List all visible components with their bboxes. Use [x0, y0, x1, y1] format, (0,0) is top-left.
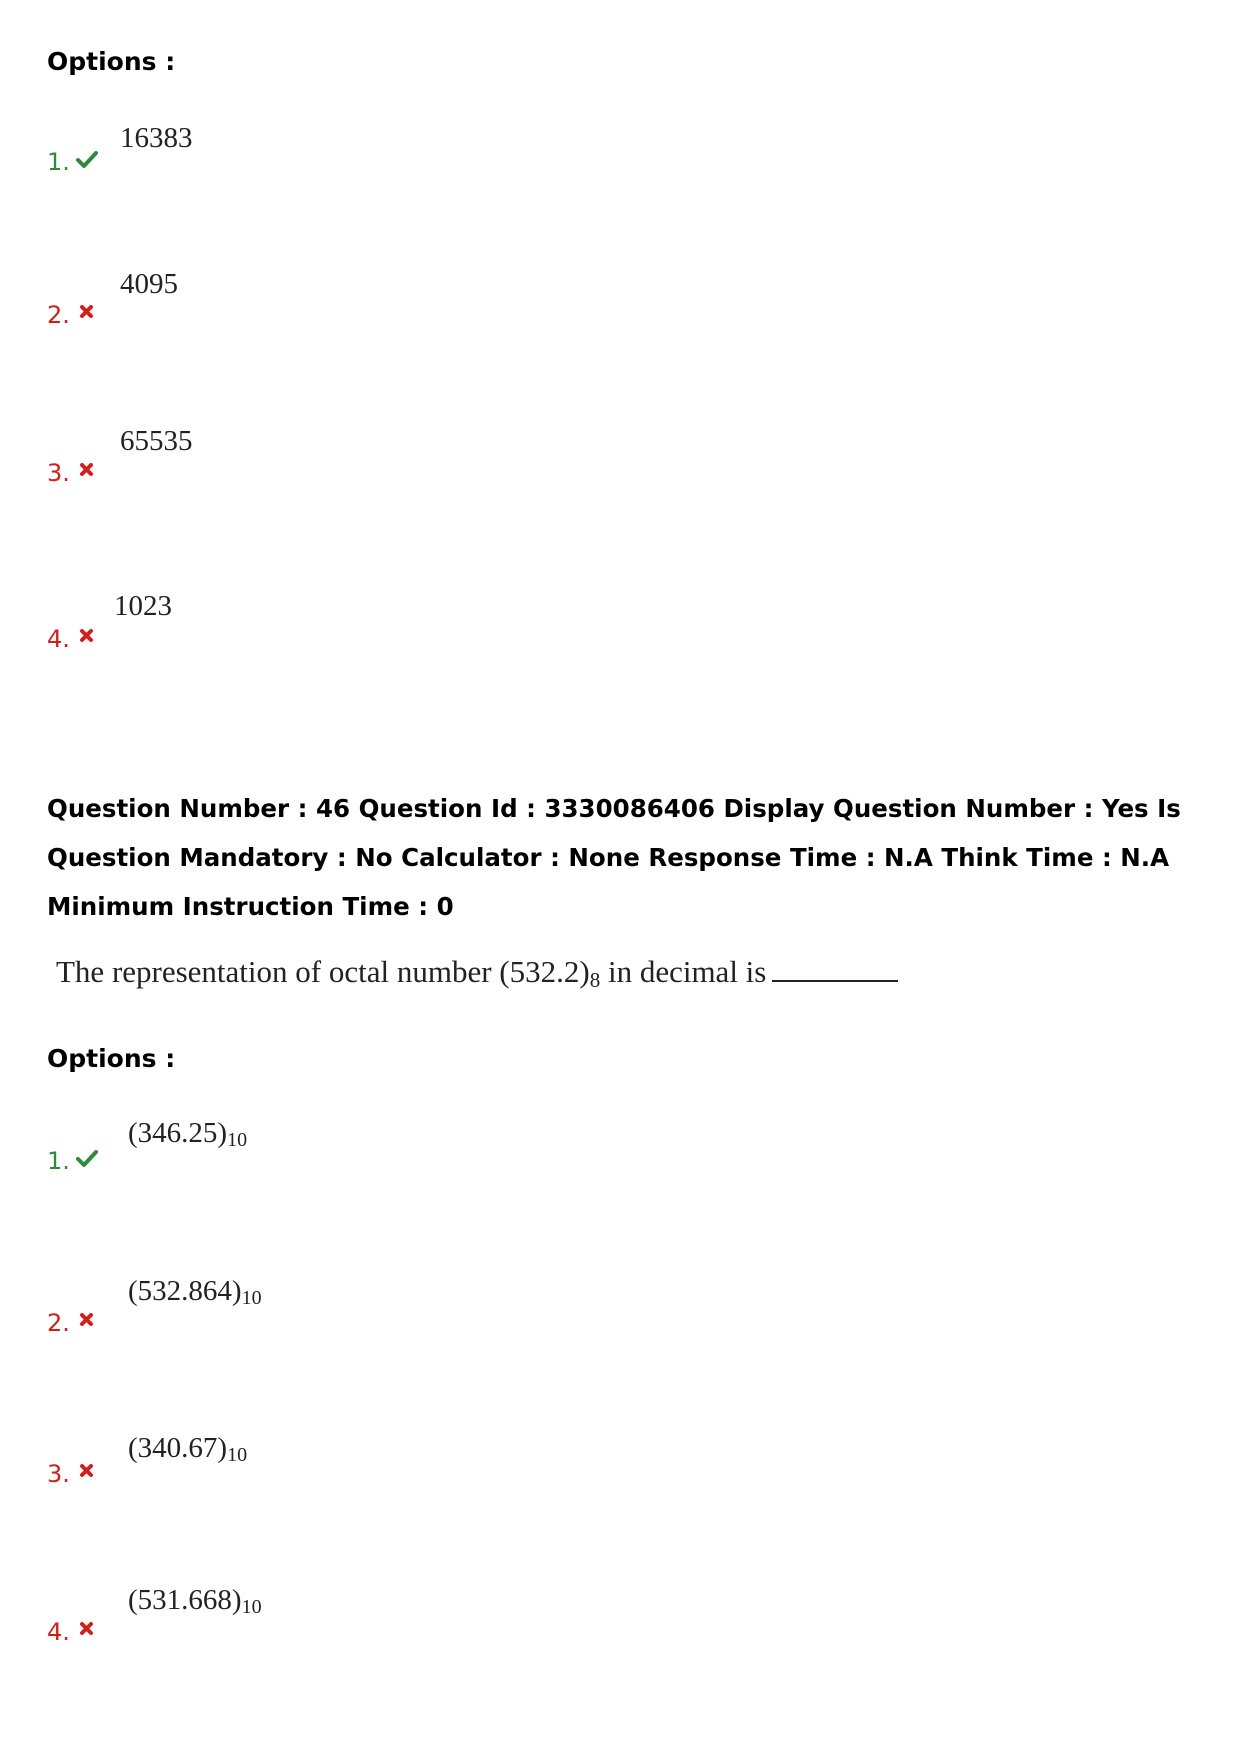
- option-value: [128, 1430, 247, 1466]
- question-text: [56, 952, 898, 992]
- cross-icon: [79, 1621, 94, 1636]
- cross-icon: [79, 1312, 94, 1327]
- option-value-main: (340.67): [128, 1432, 228, 1464]
- option-value: 16383: [120, 122, 193, 154]
- option-number: 1.: [47, 1147, 70, 1175]
- option-value-subscript: 10: [241, 1287, 262, 1309]
- option-value-subscript: 10: [227, 1129, 248, 1151]
- option-number: 3.: [47, 459, 70, 487]
- option-number: 1.: [47, 148, 70, 176]
- option-value: [128, 1273, 262, 1309]
- option-value: [128, 1582, 262, 1618]
- check-icon: [76, 151, 98, 169]
- option-value: 1023: [114, 590, 172, 622]
- option-value-main: (531.668): [128, 1584, 242, 1616]
- option-number: 2.: [47, 301, 70, 329]
- options-heading: Options :: [47, 47, 176, 76]
- cross-icon: [79, 1463, 94, 1478]
- question-text-end: in decimal is: [600, 954, 767, 989]
- cross-icon: [79, 304, 94, 319]
- question-text-main: The representation of octal number (532.2): [56, 954, 590, 989]
- answer-blank: [772, 952, 898, 982]
- option-number: 4.: [47, 1618, 70, 1646]
- option-number: 3.: [47, 1460, 70, 1488]
- option-value: 4095: [120, 268, 178, 300]
- option-value: 65535: [120, 425, 193, 457]
- option-value-main: (532.864): [128, 1275, 242, 1307]
- question-text-subscript: 8: [589, 968, 601, 992]
- option-number: 4.: [47, 625, 70, 653]
- question-meta: Question Number : 46 Question Id : 3330086406 Display Question Number : Yes Is Question Mandatory : No Calculator : None Response Time : N.A Think Time : N.A Minimum Instruction Time : 0: [47, 794, 1181, 921]
- check-icon: [76, 1150, 98, 1168]
- cross-icon: [79, 628, 94, 643]
- options-heading: Options :: [47, 1044, 176, 1073]
- option-value: [128, 1115, 247, 1151]
- option-value-subscript: 10: [241, 1596, 262, 1618]
- option-value-main: (346.25): [128, 1117, 228, 1149]
- option-value-subscript: 10: [227, 1444, 248, 1466]
- option-number: 2.: [47, 1309, 70, 1337]
- cross-icon: [79, 462, 94, 477]
